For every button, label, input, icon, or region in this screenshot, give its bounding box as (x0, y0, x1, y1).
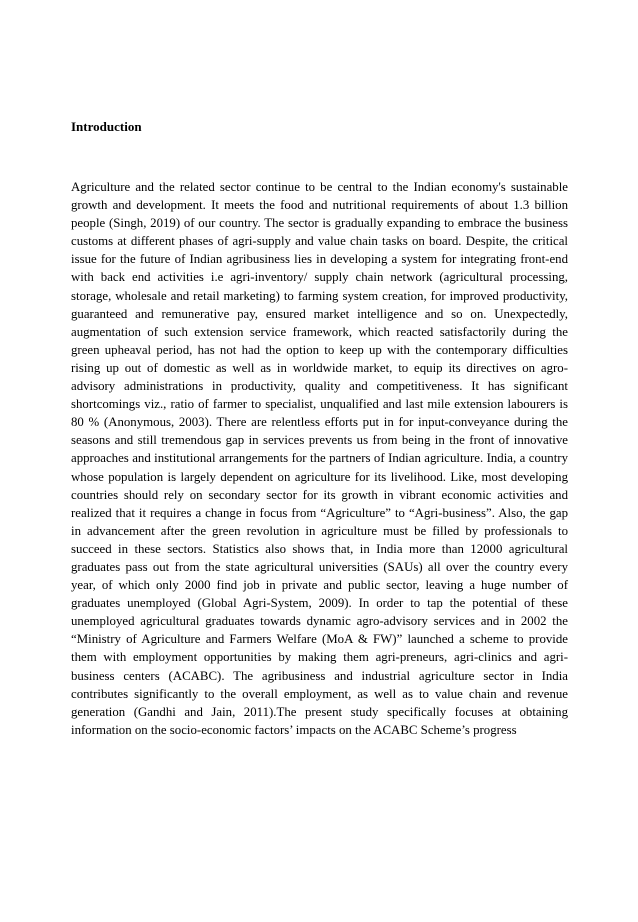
section-heading: Introduction (71, 119, 142, 134)
body-paragraph: Agriculture and the related sector continue to be central to the Indian economy's sustainable growth and development. It meets the food and nutritional requirements of about 1.3 billion people (Singh, 2019) of our country. The sector is gradually expanding to embrace the business customs at different phases of agri-supply and value chain tasks on board. Despite, the critical issue for the future of Indian agribusiness lies in developing a system for integrating front-end with back end activities i.e agri-inventory/ supply chain network (agricultural processing, storage, wholesale and retail marketing) to farming system creation, for improved productivity, guaranteed and remunerative pay, ensured market intelligence and so on. Unexpectedly, augmentation of such extension service framework, which reacted satisfactorily during the green upheaval period, has not had the option to keep up with the contemporary difficulties rising up out of domestic as well as in worldwide market, to equip its directives on agro-advisory administrations in productivity, quality and competitiveness. It has significant shortcomings viz., ratio of farmer to specialist, unqualified and last mile extension labourers is 80 % (Anonymous, 2003). There are relentless efforts put in for input-conveyance during the seasons and still tremendous gap in services prevents us from being in the front of innovative approaches and institutional arrangements for the partners of Indian agriculture. India, a country whose population is largely dependent on agriculture for its livelihood. Like, most developing countries should rely on secondary sector for its growth in vibrant economic activities and realized that it requires a change in focus from “Agriculture” to “Agri-business”. Also, the gap in advancement after the green revolution in agriculture must be filled by professionals to succeed in these sectors. Statistics also shows that, in India more than 12000 agricultural graduates pass out from the state agricultural universities (SAUs) all over the country every year, of which only 2000 find job in private and public sector, leaving a huge number of graduates unemployed (Global Agri-System, 2009). In order to tap the potential of these unemployed agricultural graduates towards dynamic agro-advisory services and in 2002 the “Ministry of Agriculture and Farmers Welfare (MoA & FW)” launched a scheme to provide them with employment opportunities by making them agri-preneurs, agri-clinics and agri-business centers (ACABC). The agribusiness and industrial agriculture sector in India contributes significantly to the overall employment, as well as to value chain and revenue generation (Gandhi and Jain, 2011).The present study specifically focuses at obtaining information on the socio-economic factors’ impacts on the ACABC Scheme’s progress (71, 180, 568, 737)
